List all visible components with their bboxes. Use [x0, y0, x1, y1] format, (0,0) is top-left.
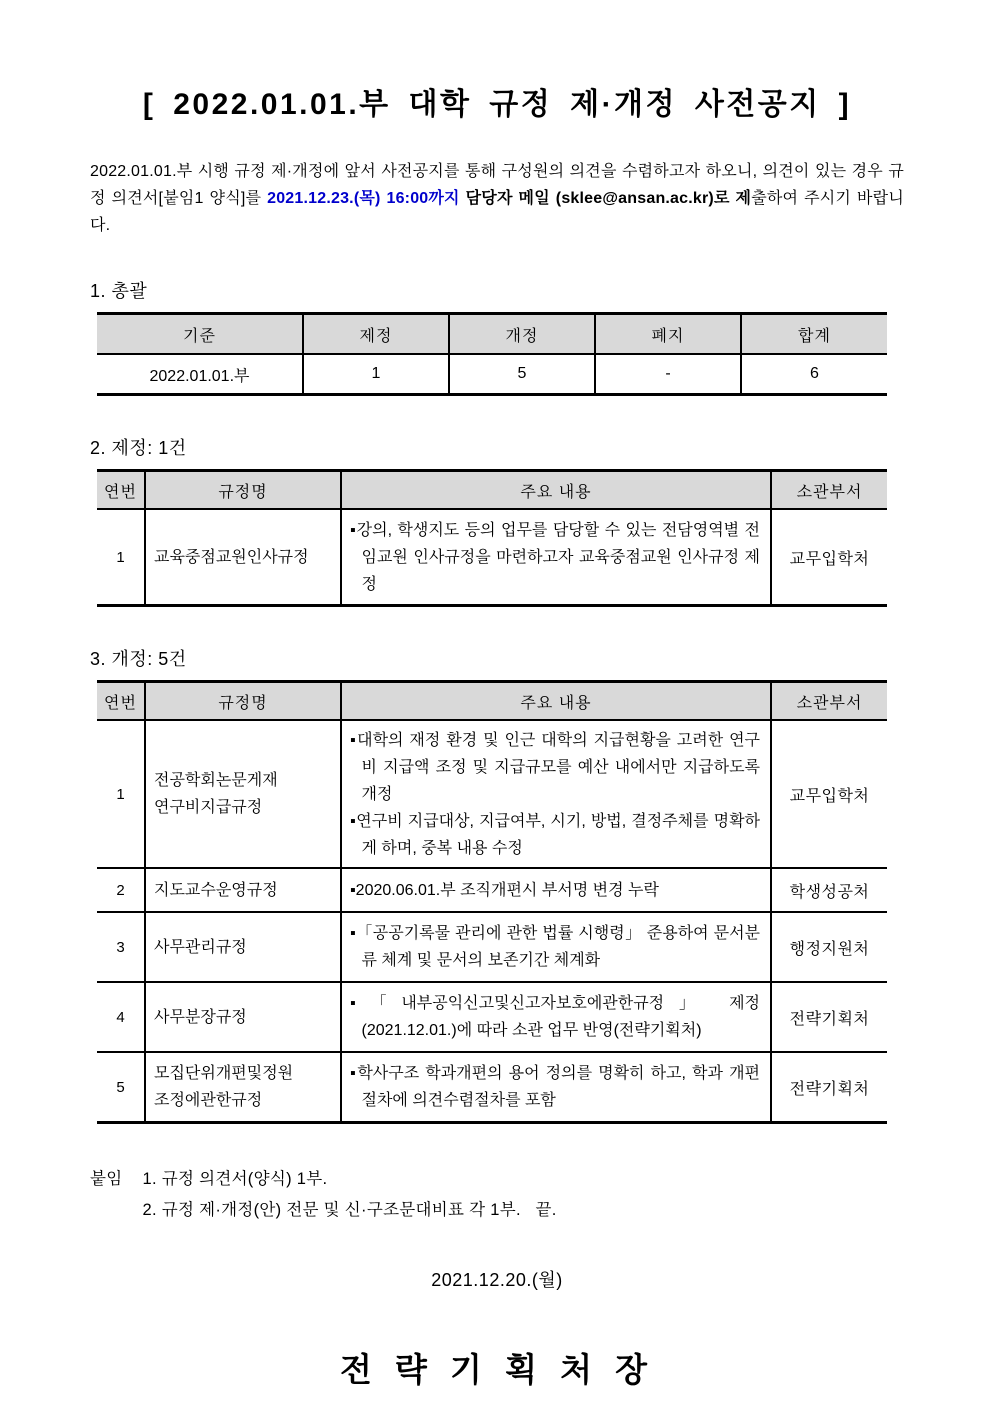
- cell-abolished-count: -: [595, 354, 741, 395]
- column-header-no: 연번: [97, 471, 145, 510]
- regulation-name-line: 지도교수운영규정: [154, 881, 278, 899]
- cell-no: 1: [97, 509, 145, 606]
- column-header-department: 소관부서: [771, 471, 887, 510]
- intro-text: 2022.01.01.부 시행 규정 제·개정에 앞서 사전공지를 통해 구성원의 의견을 수렴하고자 하오니, 의견이 있는 경우 규정 의견서[붙임1 양식]를: [90, 163, 904, 207]
- amendment-header-row: [97, 682, 887, 721]
- cell-main-content: [341, 1052, 771, 1123]
- cell-regulation-name: [145, 509, 341, 606]
- table-row: [97, 868, 887, 912]
- content-bullet: ▪강의, 학생지도 등의 업무를 담당할 수 있는 전담영역별 전임교원 인사규정을 마련하고자 교육중점교원 인사규정 제정: [350, 521, 760, 593]
- cell-main-content: [341, 912, 771, 982]
- cell-no: 1: [97, 720, 145, 868]
- table-row: [97, 1052, 887, 1123]
- content-bullet: ▪「공공기록물 관리에 관한 법률 시행령」 준용하여 문서분류 체계 및 문서의 보존기간 체계화: [350, 925, 760, 969]
- deadline-text: 2021.12.23.(목) 16:00까지: [267, 190, 460, 207]
- cell-department: 전략기획처: [771, 1052, 887, 1123]
- attachment-item: 1. 규정 의견서(양식) 1부.: [142, 1170, 328, 1188]
- cell-main-content: [341, 982, 771, 1052]
- cell-department: 행정지원처: [771, 912, 887, 982]
- column-header-basis: 기준: [97, 314, 303, 355]
- column-header-regulation-name: 규정명: [145, 682, 341, 721]
- column-header-total: 합계: [741, 314, 887, 355]
- intro-text-end: 출하여 주시기 바랍니다.: [90, 190, 904, 234]
- section-amendment-heading: 3. 개정: 5건: [90, 649, 187, 669]
- content-bullet: ▪대학의 재정 환경 및 인근 대학의 지급현황을 고려한 연구비 지급액 조정 및 지급규모를 예산 내에서만 지급하도록 개정: [350, 731, 760, 803]
- section-enactment-heading: 2. 제정: 1건: [90, 438, 187, 458]
- regulation-name-line: 교육중점교원인사규정: [154, 548, 309, 566]
- cell-department: 교무입학처: [771, 720, 887, 868]
- enactment-header-row: [97, 471, 887, 510]
- cell-no: 2: [97, 868, 145, 912]
- table-row: [97, 982, 887, 1052]
- cell-amended-count: 5: [449, 354, 595, 395]
- content-bullet: ▪연구비 지급대상, 지급여부, 시기, 방법, 결정주체를 명확하게 하며, 중복 내용 수정: [350, 812, 760, 857]
- attachments-lines: [142, 1164, 556, 1226]
- table-row: [97, 509, 887, 606]
- cell-total-count: 6: [741, 354, 887, 395]
- section-overview-heading: 1. 총괄: [90, 281, 148, 301]
- content-bullet: ▪「내부공익신고및신고자보호에관한규정」 제정 (2021.12.01.)에 따라 소관 업무 반영(전략기획처): [350, 995, 760, 1039]
- regulation-name-line: 모집단위개편및정원: [154, 1065, 294, 1082]
- cell-basis: 2022.01.01.부: [97, 354, 303, 395]
- page-title: [ 2022.01.01.부 대학 규정 제·개정 사전공지 ]: [142, 88, 852, 121]
- cell-regulation-name: [145, 868, 341, 912]
- table-row: [97, 720, 887, 868]
- regulation-name-line: 사무분장규정: [154, 1008, 247, 1026]
- enactment-table: [97, 469, 887, 607]
- cell-enacted-count: 1: [303, 354, 449, 395]
- cell-no: 3: [97, 912, 145, 982]
- table-row: [97, 354, 887, 395]
- content-bullet: ▪학사구조 학과개편의 용어 정의를 명확히 하고, 학과 개편절차에 의견수렴절차를 포함: [350, 1065, 760, 1109]
- table-row: [97, 912, 887, 982]
- column-header-amended: 개정: [449, 314, 595, 355]
- contact-email-text: 담당자 메일 (sklee@ansan.ac.kr)로 제: [465, 190, 752, 207]
- column-header-main-content: 주요 내용: [341, 471, 771, 510]
- attachments-label: 붙임: [90, 1170, 123, 1188]
- regulation-name-line: 조정에관한규정: [154, 1092, 263, 1109]
- regulation-name-line: 사무관리규정: [154, 938, 247, 956]
- cell-department: 학생성공처: [771, 868, 887, 912]
- column-header-no: 연번: [97, 682, 145, 721]
- attachments-block: [90, 1164, 904, 1226]
- regulation-name-line: 연구비지급규정: [154, 799, 263, 816]
- cell-regulation-name: [145, 1052, 341, 1123]
- column-header-regulation-name: 규정명: [145, 471, 341, 510]
- overview-table: [97, 312, 887, 396]
- cell-main-content: [341, 868, 771, 912]
- cell-department: 교무입학처: [771, 509, 887, 606]
- column-header-main-content: 주요 내용: [341, 682, 771, 721]
- attachment-item: 2. 규정 제·개정(안) 전문 및 신·구조문대비표 각 1부. 끝.: [142, 1201, 557, 1219]
- overview-header-row: [97, 314, 887, 355]
- cell-no: 4: [97, 982, 145, 1052]
- document-date: 2021.12.20.(월): [431, 1270, 563, 1290]
- column-header-abolished: 폐지: [595, 314, 741, 355]
- cell-main-content: [341, 509, 771, 606]
- column-header-department: 소관부서: [771, 682, 887, 721]
- cell-no: 5: [97, 1052, 145, 1123]
- content-bullet: ▪2020.06.01.부 조직개편시 부서명 변경 누락: [350, 881, 659, 899]
- regulation-name-line: 전공학회논문게재: [154, 772, 278, 789]
- amendment-table: [97, 680, 887, 1124]
- cell-department: 전략기획처: [771, 982, 887, 1052]
- column-header-enacted: 제정: [303, 314, 449, 355]
- cell-regulation-name: [145, 912, 341, 982]
- intro-paragraph: [90, 158, 904, 239]
- signature-title: 전 략 기 획 처 장: [339, 1351, 655, 1388]
- cell-main-content: [341, 720, 771, 868]
- cell-regulation-name: [145, 982, 341, 1052]
- cell-regulation-name: [145, 720, 341, 868]
